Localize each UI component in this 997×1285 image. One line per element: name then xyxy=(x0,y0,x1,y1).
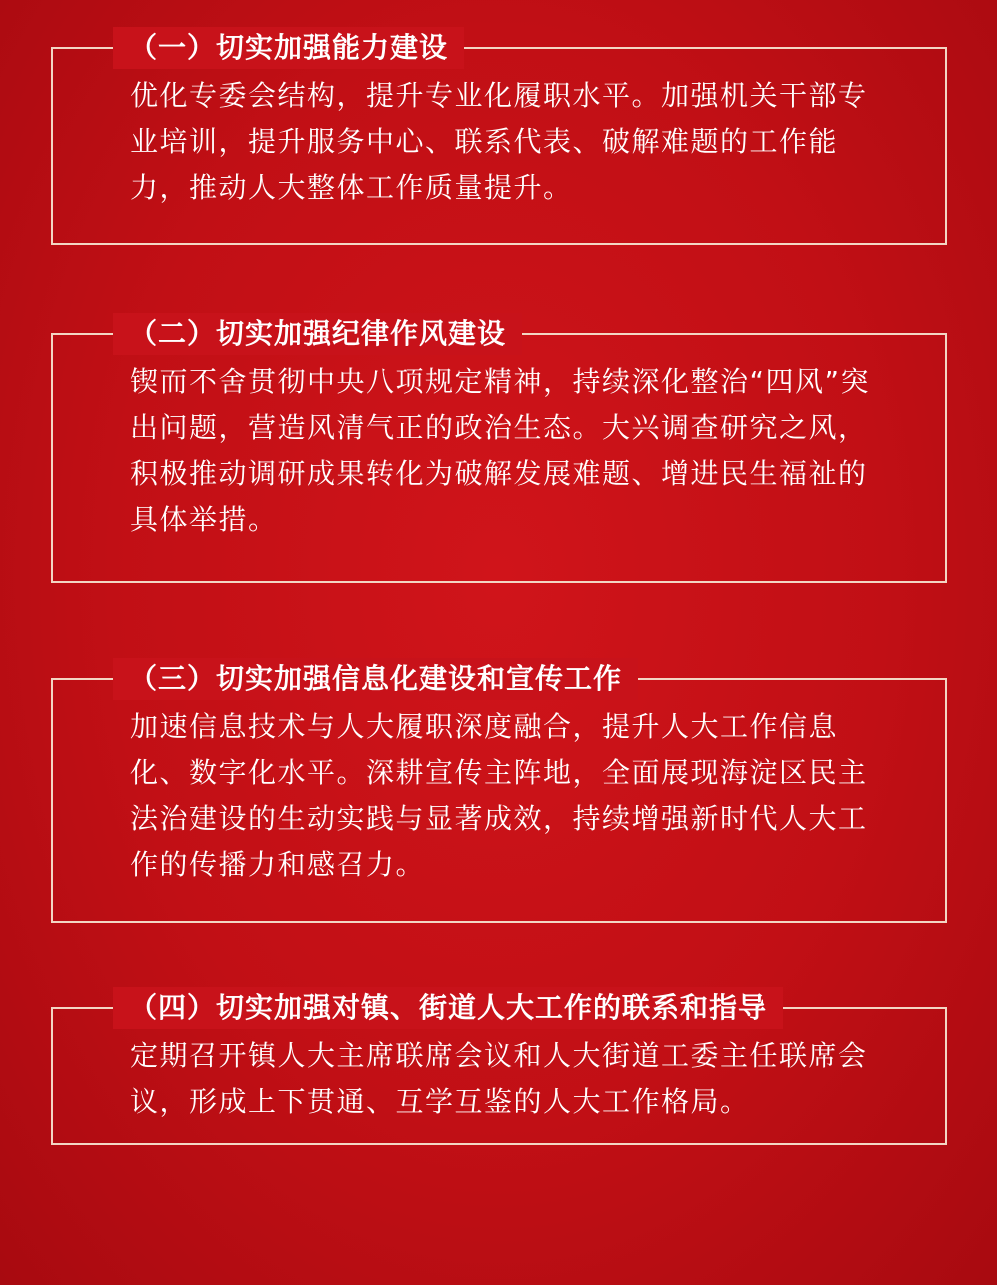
section-body: 锲而不舍贯彻中央八项规定精神，持续深化整治“四风”突出问题，营造风清气正的政治生态。大兴调查研究之风，积极推动调研成果转化为破解发展难题、增进民生福祉的具体举措。 xyxy=(130,365,871,536)
section-title: （三）切实加强信息化建设和宣传工作 xyxy=(113,658,638,700)
section-body: 定期召开镇人大主席联席会议和人大街道工委主任联席会议，形成上下贯通、互学互鉴的人大工作格局。 xyxy=(130,1039,868,1118)
section-discipline-style xyxy=(51,317,947,583)
section-capacity-building xyxy=(51,31,947,245)
section-title: （四）切实加强对镇、街道人大工作的联系和指导 xyxy=(113,987,783,1029)
section-town-street-guidance xyxy=(51,991,947,1145)
section-body: 加速信息技术与人大履职深度融合，提升人大工作信息化、数字化水平。深耕宣传主阵地，全面展现海淀区民主法治建设的生动实践与显著成效，持续增强新时代人大工作的传播力和感召力。 xyxy=(130,710,868,881)
section-informatization-publicity xyxy=(51,662,947,923)
section-body: 优化专委会结构，提升专业化履职水平。加强机关干部专业培训，提升服务中心、联系代表、破解难题的工作能力，推动人大整体工作质量提升。 xyxy=(130,79,868,204)
section-title: （二）切实加强纪律作风建设 xyxy=(113,313,522,355)
section-title: （一）切实加强能力建设 xyxy=(113,27,464,69)
